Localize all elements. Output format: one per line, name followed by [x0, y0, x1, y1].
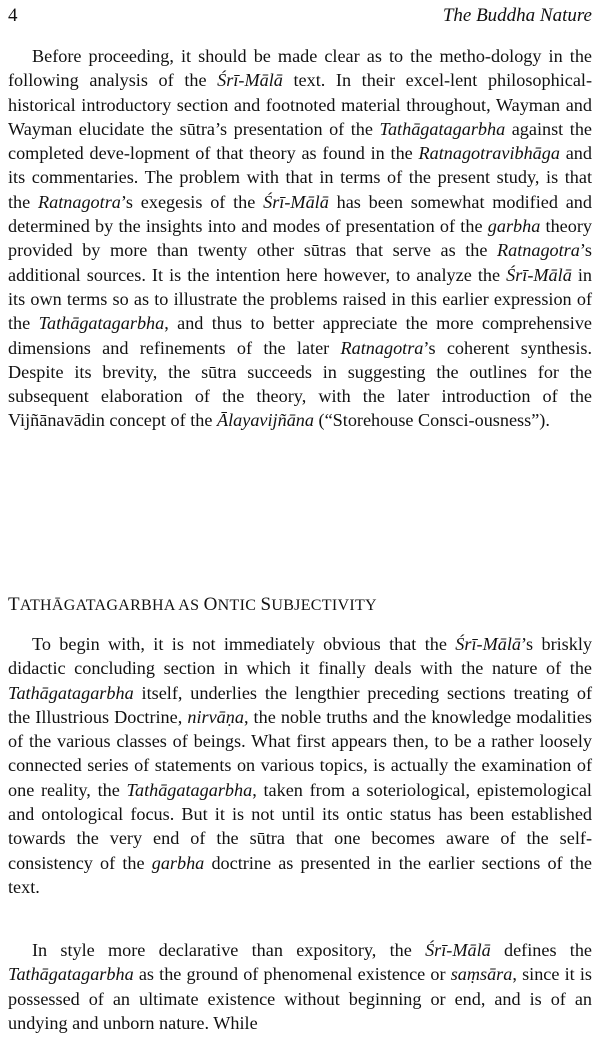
text-run: in its own terms so as to illustrate the problems raised in this earlier expression of the	[8, 264, 592, 334]
italic-term: Śrī-Mālā	[263, 191, 329, 212]
text-run: , the noble truths and the knowledge modalities of the various classes of beings. What first appears then, to be a rather loosely connected series of statements on various topics, is actually the examination of one reality, the	[8, 706, 592, 800]
text-run: defines the	[490, 940, 592, 960]
italic-term: Tathāgatagarbha	[126, 779, 253, 800]
italic-term: Ratnagotra	[38, 191, 121, 212]
italic-term: Tathāgatagarbha	[38, 313, 165, 334]
text-run: has been somewhat modified and determined by the insights into and modes of presentation of the	[8, 191, 592, 237]
italic-term: garbha	[151, 852, 205, 873]
text-run: text. In their excel-lent philosophical-historical introductory section and footnoted material throughout, Wayman and Wayman elucidate the sūtra’s presentation of the	[8, 70, 592, 139]
italic-term: Ratnagotravibhāga	[418, 143, 560, 164]
text-run: itself, underlies the lengthier preceding sections treating of the Illustrious Doctrine,	[8, 682, 592, 727]
paragraph-ontic-status	[8, 632, 592, 899]
text-run: , and thus to better appreciate the more comprehensive dimensions and refinements of the later	[8, 313, 592, 358]
text-run: ’s briskly didactic concluding section in which it finally deals with the nature of the	[8, 634, 592, 679]
text-run: Before proceeding, it should be made clear as to the metho-dology in the following analysis of the	[8, 46, 592, 91]
italic-term: Ratnagotra	[497, 240, 580, 261]
italic-term: Tathāgatagarbha	[8, 682, 134, 703]
text-run: ’s additional sources. It is the intention here however, to analyze the	[8, 240, 592, 285]
text-run: theory provided by more than twenty other sūtras that serve as the	[8, 216, 592, 261]
italic-term: Tathāgatagarbha	[379, 118, 506, 139]
italic-term: Śrī-Mālā	[217, 70, 283, 91]
italic-term: Śrī-Mālā	[425, 940, 491, 960]
text-run: ’s exegesis of the	[120, 191, 264, 212]
text-run: and its commentaries. The problem with that in terms of the present study, is that the	[8, 143, 592, 212]
section-heading: TATHĀGATAGARBHA AS ONTIC SUBJECTIVITY	[8, 594, 377, 615]
italic-term: saṃsāra	[450, 964, 513, 985]
italic-term: Ālayavijñāna	[217, 410, 314, 431]
page-number: 4	[8, 5, 18, 26]
italic-term: nirvāṇa	[187, 706, 244, 727]
paragraph-methodology	[8, 44, 592, 433]
text-run: ’s coherent synthesis. Despite its brevity, the sūtra succeeds in suggesting the outlines for the subsequent elaboration of the theory, with the later introduction of the Vijñānavādin concept of the	[8, 337, 592, 431]
running-head	[8, 2, 592, 30]
italic-term: garbha	[487, 216, 541, 237]
text-run: doctrine as presented in the earlier sections of the text.	[8, 852, 592, 897]
italic-term: Ratnagotra	[340, 337, 424, 358]
text-run: To begin with, it is not immediately obvious that the	[32, 634, 456, 654]
paragraph-declarative-style	[8, 938, 592, 1035]
text-run: , since it is possessed of an ultimate existence without beginning or end, and is of an undying and unborn nature. While	[8, 964, 592, 1033]
italic-term: Tathāgatagarbha	[8, 964, 134, 985]
text-run: (“Storehouse Consci-ousness”).	[313, 410, 550, 431]
italic-term: Śrī-Mālā	[506, 264, 572, 285]
italic-term: Śrī-Mālā	[455, 634, 521, 654]
text-run: , taken from a soteriological, epistemological and ontological focus. But it is not until its ontic status has been established towards the very end of the sūtra that one becomes aware of the self-consistency of the	[8, 779, 592, 873]
text-run: In style more declarative than expository, the	[32, 940, 426, 960]
running-title: The Buddha Nature	[442, 5, 592, 26]
text-run: against the completed deve-lopment of that theory as found in the	[8, 118, 592, 164]
text-run: as the ground of phenomenal existence or	[133, 964, 451, 985]
